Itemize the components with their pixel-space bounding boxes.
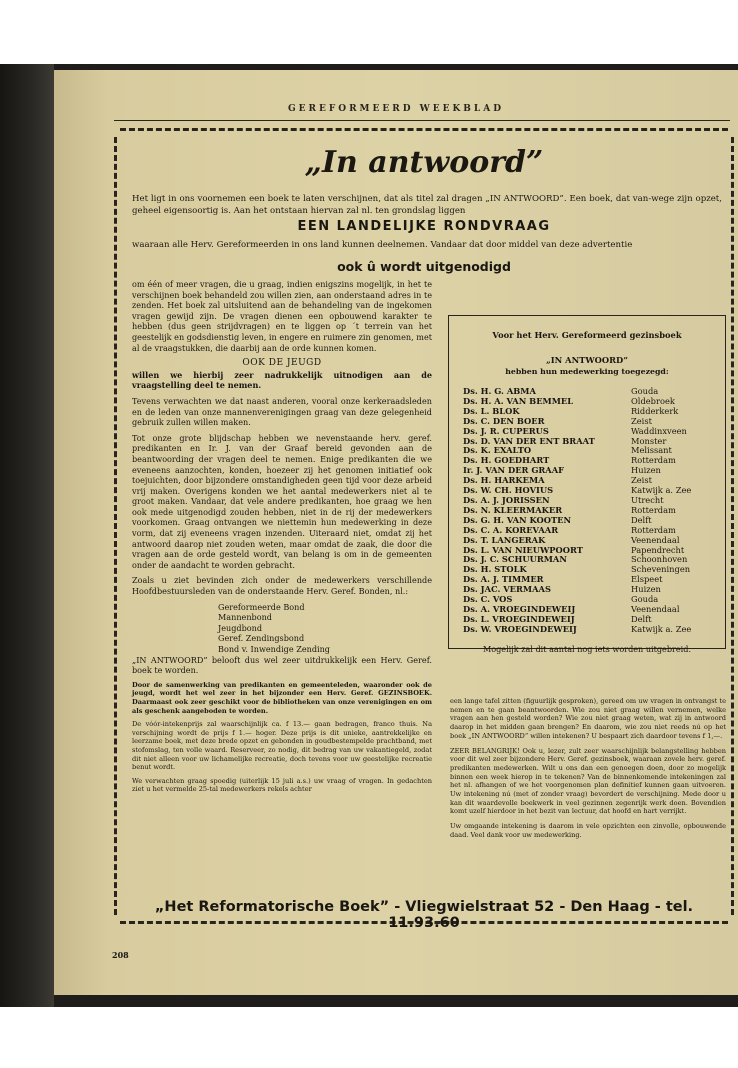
contributor-name: Ds. H. HARKEMA bbox=[463, 475, 545, 486]
contributor-name: Ds. H. STOLK bbox=[463, 564, 527, 575]
contributor-name: Ds. J. R. CUPERUS bbox=[463, 425, 549, 436]
frame-right-border bbox=[731, 137, 734, 915]
advertisement-frame bbox=[120, 128, 728, 931]
contributor-name: Ds. C. DEN BOER bbox=[463, 415, 545, 426]
contributor-place: Papendrecht bbox=[631, 544, 685, 555]
contributor-name: Ir. J. VAN DER GRAAF bbox=[463, 465, 565, 476]
heading-rondvraag: EEN LANDELIJKE RONDVRAAG bbox=[297, 219, 551, 234]
contributor-place: Delft bbox=[631, 613, 652, 624]
contributor-place: Ridderkerk bbox=[631, 405, 679, 416]
contributor-name: Ds. D. VAN DER ENT BRAAT bbox=[463, 435, 595, 446]
contributor-place: Waddinxveen bbox=[631, 425, 687, 436]
contributor-place: Oldebroek bbox=[631, 395, 675, 406]
box-footer: Mogelijk zal dit aantal nog iets worden uitgebreid. bbox=[482, 643, 692, 654]
contributor-place: Scheveningen bbox=[631, 564, 691, 575]
contributor-name: Ds. H. G. ABMA bbox=[463, 386, 536, 396]
contributor-name: Ds. K. EXALTO bbox=[463, 445, 532, 456]
contributor-place: Rotterdam bbox=[631, 455, 676, 466]
paragraph-lange-tafel: een lange tafel zitten (figuurlijk gesproken), gereed om uw vragen in ontvangst te nemen en te gaan beantwoorden. Wie zou niet graag willen vernemen, welke vragen aan hen gesteld worden? Wie zou niet graag weten, wat zij in antwoord daarop in het midden gaan brengen? En daarom, wie zou niet reeds nú op het boek „IN ANTWOORD” willen intekenen? U bespaart zich daardoor tevens f 1,—. bbox=[450, 697, 726, 740]
contributor-name: Ds. L. VROEGINDEWEIJ bbox=[463, 613, 575, 624]
paragraph-omgaande: Uw omgaande intekening is daarom in vele opzichten een zinvolle, opbouwende daad. Veel dank voor uw medewerking. bbox=[450, 822, 726, 839]
contributor-name: Ds. T. LANGERAK bbox=[463, 534, 546, 545]
contributor-name: Ds. A. J. JORISSEN bbox=[463, 494, 550, 505]
ad-title: „In antwoord” bbox=[304, 145, 544, 180]
contributors-box bbox=[448, 315, 726, 654]
contributor-place: Utrecht bbox=[631, 494, 664, 505]
contributor-name: Ds. A. J. TIMMER bbox=[463, 574, 544, 585]
box-heading: Voor het Herv. Gereformeerd gezinsboek bbox=[492, 330, 682, 340]
contributor-place: Zeist bbox=[631, 415, 652, 426]
contributor-place: Elspeet bbox=[631, 574, 663, 585]
book-spine bbox=[0, 64, 54, 1007]
contributor-place: Gouda bbox=[631, 386, 659, 396]
contributor-place: Rotterdam bbox=[631, 524, 676, 535]
contributor-name: Ds. L. BLOK bbox=[463, 405, 520, 416]
contributor-name: Ds. C. VOS bbox=[463, 594, 513, 605]
contributors-list bbox=[449, 387, 725, 635]
bond-item: Mannenbond bbox=[218, 612, 272, 623]
contributor-place: Monster bbox=[631, 435, 667, 446]
box-book-title: „IN ANTWOORD” bbox=[546, 355, 628, 365]
contributor-name: Ds. H. A. VAN BEMMEL bbox=[463, 395, 574, 406]
paragraph-verwachten: We verwachten graag spoedig (uiterlijk 15 juli a.s.) uw vraag of vragen. In gedachten ziet u het vermelde 25-tal medewerkers rekels achter bbox=[132, 776, 432, 794]
paragraph-bonden-intro: Zoals u ziet bevinden zich onder de medewerkers verschillende Hoofdbestuursleden van de onderstaande Herv. Geref. Bonden, nl.: bbox=[132, 575, 432, 597]
paragraph-belooft: „IN ANTWOORD” belooft dus wel zeer uitdrukkelijk een Herv. Geref. boek te worden. bbox=[132, 654, 432, 676]
bonden-list bbox=[218, 602, 432, 655]
bond-item: Gereformeerde Bond bbox=[218, 601, 305, 612]
bond-item: Bond v. Inwendige Zending bbox=[218, 644, 330, 654]
contributor-place: Huizen bbox=[631, 465, 661, 476]
box-subheading: hebben hun medewerking toegezegd: bbox=[505, 367, 669, 376]
page bbox=[54, 70, 738, 995]
frame-left-border bbox=[114, 137, 117, 915]
contributor-place: Katwijk a. Zee bbox=[631, 623, 692, 634]
contributor-place: Delft bbox=[631, 514, 652, 525]
contributor-place: Huizen bbox=[631, 584, 661, 595]
contributor-place: Veenendaal bbox=[631, 603, 680, 614]
contributor-row bbox=[449, 625, 725, 635]
paragraph-jeugd: willen we hierbij zeer nadrukkelijk uitnodigen aan de vraagstelling deel te nemen. bbox=[132, 369, 432, 391]
contributor-place: Zeist bbox=[631, 475, 652, 486]
contributor-name: Ds. W. CH. HOVIUS bbox=[463, 485, 554, 496]
contributor-place: Veenendaal bbox=[631, 534, 680, 545]
paragraph-blijdschap: Tot onze grote blijdschap hebben we nevenstaande herv. geref. predikanten en Ir. J. van der Graaf bereid gevonden aan de beantwoording der vragen deel te nemen. Enige predikanten die we eveneens aanzochten, konden, hoezeer zij het genomen initiatief ook toejuichten, door bijzondere omstandigheden geen tijd voor deze arbeid vrij maken. Overigens konden we het aantal medewerkers niet al te groot maken. Vandaar, dat vele andere predikanten, hoe graag we hen ook mede uitgenodigd zouden hebben, niet in de rij der medewerkers voorkomen. Graag ontvangen we niettemin hun medewerking in deze vorm, dat zij eveneens vragen inzenden. Uiteraard niet, omdat zij het antwoord daarop niet zouden weten, maar omdat de zaak, die door die vragen aan de orde gesteld wordt, van belang is om in de gemeenten onder de aandacht te worden gebracht. bbox=[132, 432, 432, 570]
header-rule bbox=[114, 120, 730, 121]
contributor-name: Ds. J. C. SCHUURMAN bbox=[463, 554, 567, 565]
contributor-name: Ds. W. VROEGINDEWEIJ bbox=[463, 623, 577, 634]
contributor-place: Rotterdam bbox=[631, 504, 676, 515]
paragraph-prijs: De vóór-intekenprijs zal waarschijnlijk ca. f 13.— gaan bedragen, franco thuis. Na verschijning wordt de prijs f 1.— hoger. Deze prijs is dit unieke, aantrekkelijke en leerzame boek, met deze brede opzet en gebonden in goudbestempelde prachtband, met stofomslag, ten volle waard. Reserveer, zo nodig, dit bedrag van uw vakantiegeld, zodat dit niet alleen voor uw lichamelijke recreatie, doch tevens voor uw geestelijke recreatie benut wordt. bbox=[132, 720, 432, 772]
paragraph-tevens: Tevens verwachten we dat naast anderen, vooral onze kerkeraadsleden en de leden van onze mannenverenigingen graag van deze gelegenheid gebruik zullen willen maken. bbox=[132, 395, 432, 428]
bond-item: Jeugdbond bbox=[218, 622, 263, 633]
running-header: GEREFORMEERD WEEKBLAD bbox=[287, 104, 505, 114]
contributor-place: Gouda bbox=[631, 594, 659, 605]
contributor-place: Schoonhoven bbox=[631, 554, 688, 565]
intro-text: Het ligt in ons voornemen een boek te laten verschijnen, dat als titel zal dragen „IN ANTWOORD”. Een boek, dat van-wege zijn opzet, geheel eigensoortig is. Aan het ontstaan hiervan zal nl. ten grondslag liggen bbox=[132, 194, 722, 216]
publisher-address: „Het Reformatorische Boek” - Vliegwielstraat 52 - Den Haag - tel. 11.93.60 bbox=[154, 899, 694, 931]
contributor-name: Ds. N. KLEERMAKER bbox=[463, 504, 563, 515]
right-column bbox=[450, 697, 726, 846]
bond-item: Geref. Zendingsbond bbox=[218, 633, 305, 644]
paragraph-samenwerking: Door de samenwerking van predikanten en gemeenteleden, waaronder ook de jeugd, wordt het wel zeer in het bijzonder een Herv. Geref. GEZINSBOEK. Daarmaast ook zeer geschikt voor de bibliotheken van onze verenigingen en om als geschenk aangeboden te worden. bbox=[132, 680, 432, 715]
paragraph-vragen: om één of meer vragen, die u graag, indien enigszins mogelijk, in het te verschijnen boek behandeld zou willen zien, aan onderstaand adres in te zenden. Het boek zal uitsluitend aan de behandeling van de ingekomen vragen gewijd zijn. De vragen dienen een opbouwend karakter te hebben (dus geen strijdvragen) en te liggen op ´t terrein van het geestelijk en godsdienstig leven, in engere en ruimere zin genomen, met al de vraagstukken, die daarbij aan de orde kunnen komen. bbox=[132, 279, 432, 353]
paragraph-belangrijk: ZEER BELANGRIJK! Ook u, lezer, zult zeer waarschijnlijk belangstelling hebben voor dit wel zeer bijzondere Herv. Geref. gezinsboek, waaraan zovele herv. geref. predikanten medewerken. Wilt u ons dan een genoegen doen, door zo mogelijk binnen een week hierop in te tekenen? Van de binnenkomende intekeningen zal het nl. afhangen of we het voorgenomen plan definitief kunnen gaan uitvoeren. Uw intekening nú (met of zonder vraag) bevordert de verschijning. Mede door u kan dit waardevolle boekwerk in veel gezinnen zegenrijk werk doen. Bovendien komt uzelf hierdoor in het bezit van lectuur, dat hoofd en hart verrijkt. bbox=[450, 746, 726, 816]
contributor-name: Ds. G. H. VAN KOOTEN bbox=[463, 514, 572, 525]
page-number: 208 bbox=[112, 950, 129, 960]
contributor-name: Ds. L. VAN NIEUWPOORT bbox=[463, 544, 583, 555]
contributor-name: Ds. C. A. KOREVAAR bbox=[463, 524, 559, 535]
heading-jeugd: OOK DE JEUGD bbox=[242, 358, 322, 369]
waaraan-text: waaraan alle Herv. Gereformeerden in ons land kunnen deelnemen. Vandaar dat door middel van deze advertentie bbox=[132, 240, 633, 250]
contributor-row bbox=[449, 536, 725, 546]
contributor-name: Ds. H. GOEDHART bbox=[463, 455, 550, 466]
contributor-place: Katwijk a. Zee bbox=[631, 485, 692, 496]
contributor-name: Ds. JAC. VERMAAS bbox=[463, 584, 551, 595]
contributor-name: Ds. A. VROEGINDEWEIJ bbox=[463, 603, 576, 614]
left-column bbox=[132, 279, 432, 799]
contributor-place: Melissant bbox=[631, 445, 672, 456]
heading-uitgenodigd: ook û wordt uitgenodigd bbox=[337, 259, 511, 274]
